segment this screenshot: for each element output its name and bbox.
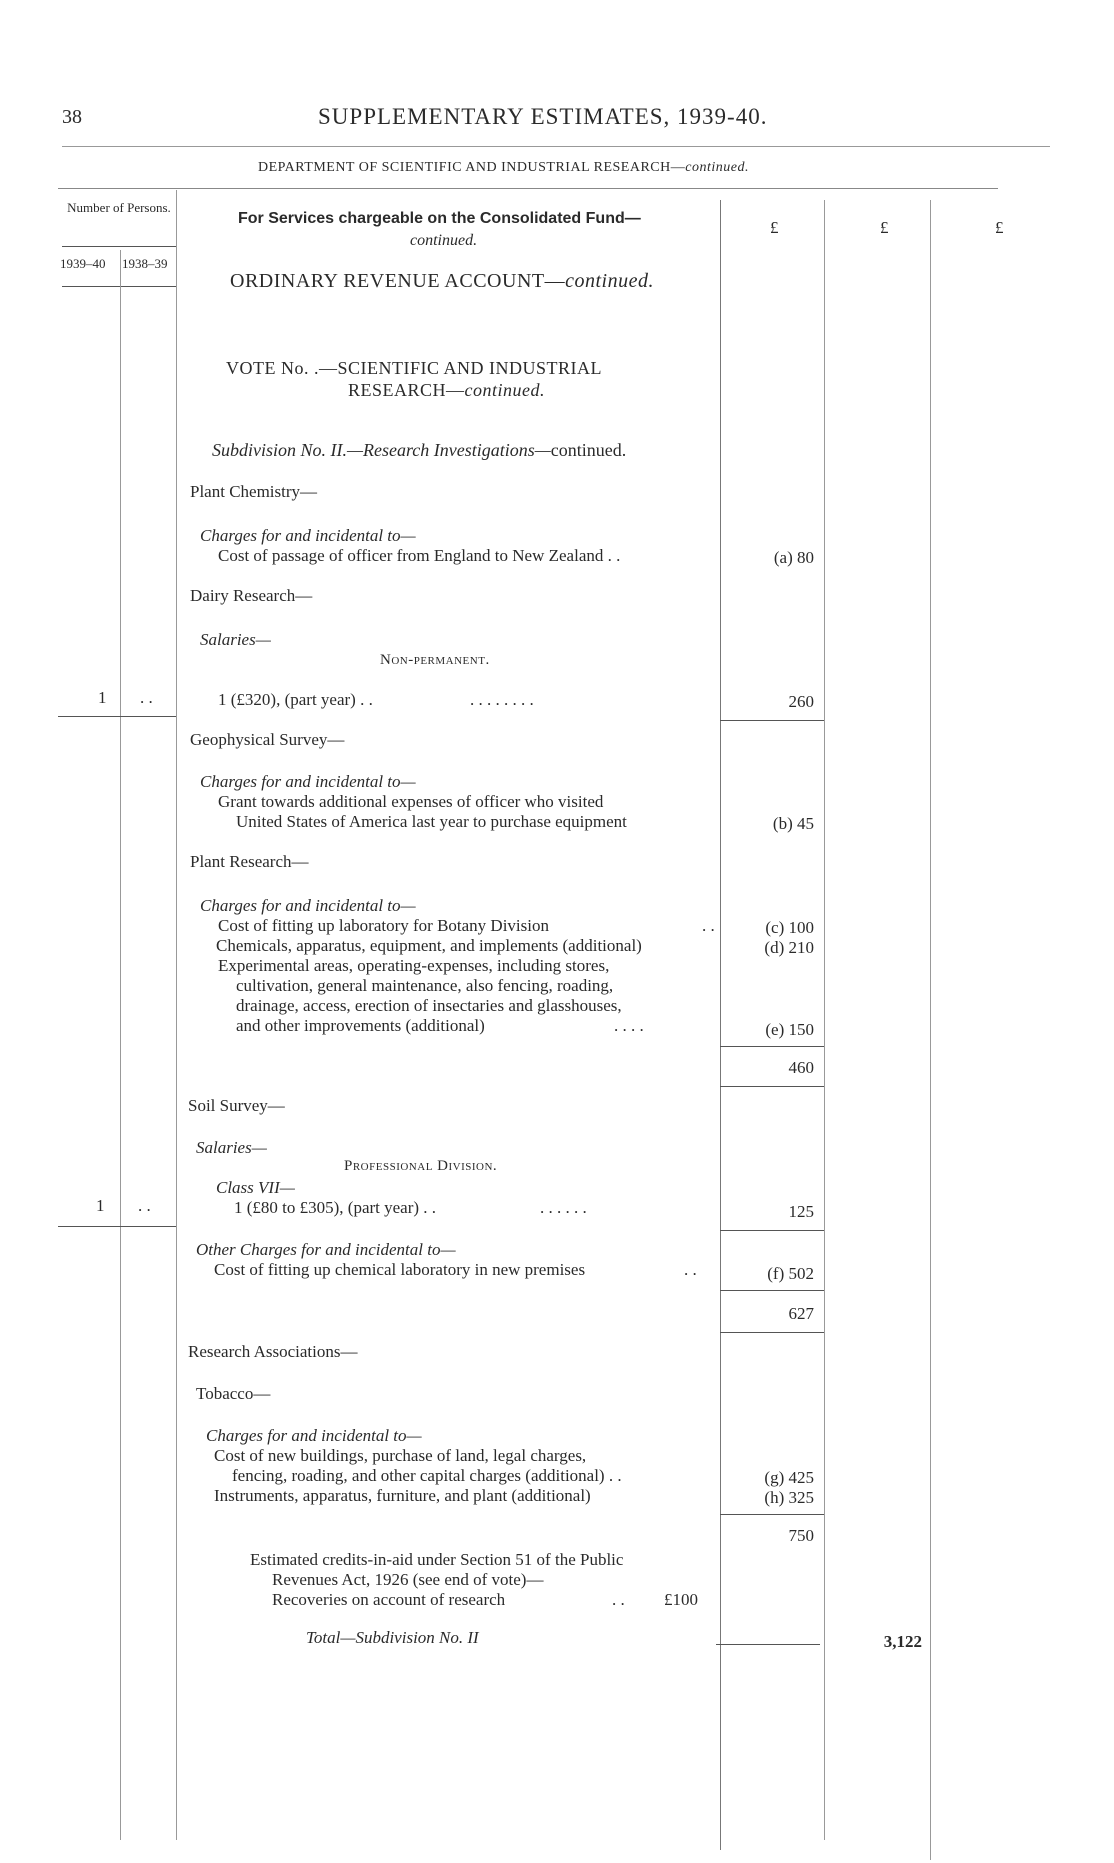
- total-label: Total—Subdivision No. II: [306, 1628, 479, 1647]
- plant-research-heading: Plant Research—: [190, 852, 309, 871]
- plant-research-item-2-amount: (d) 210: [764, 938, 814, 957]
- dairy-non-permanent: Non-permanent.: [380, 652, 490, 668]
- geophysical-survey-heading: Geophysical Survey—: [190, 730, 345, 749]
- soil-survey-other-item: Cost of fitting up chemical laboratory in new premises: [214, 1260, 586, 1279]
- header-rule: [62, 146, 1050, 147]
- pound-column-2-heading: £: [880, 218, 889, 237]
- dairy-amount-rule: [720, 720, 824, 721]
- tobacco-item-1-amount: (g) 425: [764, 1468, 814, 1487]
- year-1938-39-heading: 1938–39: [122, 256, 168, 271]
- plant-research-item-3-line-4: and other improvements (additional): [236, 1016, 485, 1035]
- tobacco-item-1-line-1: Cost of new buildings, purchase of land, legal charges,: [214, 1446, 587, 1465]
- plant-research-subtotal-rule: [720, 1086, 824, 1087]
- soil-survey-amount-rule: [720, 1230, 824, 1231]
- pound-column-2-right-rule: [930, 200, 931, 1860]
- tobacco-sum-rule: [720, 1514, 824, 1515]
- soil-survey-salaries: Salaries—: [196, 1138, 267, 1157]
- plant-research-item-2: Chemicals, apparatus, equipment, and implements (additional): [216, 936, 642, 955]
- dairy-item: 1 (£320), (part year) . .: [218, 690, 373, 709]
- pound-column-3-heading: £: [995, 218, 1004, 237]
- dairy-salaries: Salaries—: [200, 630, 271, 649]
- table-top-rule: [58, 188, 998, 189]
- soil-survey-subtotal: 627: [788, 1304, 814, 1323]
- soil-survey-heading: Soil Survey—: [188, 1096, 285, 1115]
- tobacco-charges: Charges for and incidental to—: [206, 1426, 422, 1445]
- soil-survey-subtotal-rule: [720, 1332, 824, 1333]
- subdivision-heading: Subdivision No. II.—Research Investigations—continued.: [212, 440, 627, 460]
- soil-persons-1939-40: 1: [96, 1196, 105, 1215]
- soil-survey-professional-division: Professional Division.: [344, 1158, 498, 1174]
- credits-line-2: Revenues Act, 1926 (see end of vote)—: [272, 1570, 544, 1589]
- plant-research-item-1-amount: (c) 100: [765, 918, 814, 937]
- services-heading: For Services chargeable on the Consolidated Fund—: [238, 210, 641, 227]
- number-of-persons-heading: Number of Persons.: [67, 200, 171, 215]
- description-left-rule: [176, 190, 177, 1840]
- soil-survey-sum-rule: [720, 1290, 824, 1291]
- plant-research-sum-rule: [720, 1046, 824, 1047]
- account-heading: ORDINARY REVENUE ACCOUNT—continued.: [230, 270, 654, 292]
- plant-research-item-1: Cost of fitting up laboratory for Botany Division: [218, 916, 549, 935]
- year-1939-40-heading: 1939–40: [60, 256, 106, 271]
- research-associations-heading: Research Associations—: [188, 1342, 358, 1361]
- tobacco-item-2-amount: (h) 325: [764, 1488, 814, 1507]
- soil-survey-amount: 125: [788, 1202, 814, 1221]
- plant-research-item-1-leader: . .: [702, 916, 715, 935]
- page-title: SUPPLEMENTARY ESTIMATES, 1939-40.: [318, 104, 768, 129]
- tobacco-heading: Tobacco—: [196, 1384, 271, 1403]
- credits-line-3: Recoveries on account of research: [272, 1590, 506, 1609]
- plant-research-item-3-line-3: drainage, access, erection of insectaries and glasshouses,: [236, 996, 622, 1015]
- credits-line-1: Estimated credits-in-aid under Section 51 of the Public: [250, 1550, 624, 1569]
- persons-divider-rule: [120, 250, 121, 1840]
- geophysical-item-line-1: Grant towards additional expenses of officer who visited: [218, 792, 604, 811]
- dairy-persons-1938-39: . .: [140, 688, 153, 707]
- tobacco-item-1-line-2: fencing, roading, and other capital charges (additional) . .: [232, 1466, 622, 1485]
- plant-research-item-3-leader: . . . .: [614, 1016, 644, 1035]
- plant-chemistry-item: Cost of passage of officer from England to New Zealand . .: [218, 546, 621, 565]
- soil-survey-other-leader: . .: [684, 1260, 697, 1279]
- pound-column-1-heading: £: [770, 218, 779, 237]
- plant-research-subtotal: 460: [788, 1058, 814, 1077]
- plant-research-item-3-line-1: Experimental areas, operating-expenses, including stores,: [218, 956, 610, 975]
- soil-survey-other-charges: Other Charges for and incidental to—: [196, 1240, 456, 1259]
- geophysical-item-line-2: United States of America last year to purchase equipment: [236, 812, 627, 831]
- tobacco-subtotal: 750: [788, 1526, 814, 1545]
- vote-heading-line-2: RESEARCH—continued.: [348, 380, 546, 400]
- dairy-research-heading: Dairy Research—: [190, 586, 313, 605]
- plant-chemistry-charges: Charges for and incidental to—: [200, 526, 416, 545]
- plant-chemistry-heading: Plant Chemistry—: [190, 482, 318, 501]
- total-column-1-rule: [716, 1644, 820, 1645]
- credits-leader: . .: [612, 1590, 625, 1609]
- credits-amount: £100: [664, 1590, 698, 1609]
- soil-survey-item: 1 (£80 to £305), (part year) . .: [234, 1198, 437, 1217]
- plant-research-item-3-line-2: cultivation, general maintenance, also fencing, roading,: [236, 976, 614, 995]
- pound-column-1-right-rule: [824, 200, 825, 1840]
- soil-survey-class: Class VII—: [216, 1178, 295, 1197]
- soil-survey-other-amount: (f) 502: [767, 1264, 814, 1283]
- persons-heading-rule: [62, 246, 176, 247]
- tobacco-item-2: Instruments, apparatus, furniture, and plant (additional): [214, 1486, 591, 1505]
- pound-column-1-left-rule: [720, 200, 721, 1850]
- soil-persons-rule: [58, 1226, 176, 1227]
- soil-persons-1938-39: . .: [138, 1196, 151, 1215]
- plant-research-item-3-amount: (e) 150: [765, 1020, 814, 1039]
- dairy-persons-rule: [58, 716, 176, 717]
- plant-research-charges: Charges for and incidental to—: [200, 896, 416, 915]
- vote-heading-line-1: VOTE No. .—SCIENTIFIC AND INDUSTRIAL: [226, 358, 602, 378]
- soil-survey-item-leader: . . . . . .: [540, 1198, 587, 1217]
- plant-chemistry-amount: (a) 80: [773, 548, 814, 567]
- geophysical-amount: (b) 45: [772, 814, 814, 833]
- dairy-amount: 260: [788, 692, 814, 711]
- dairy-item-leader: . . . . . . . .: [470, 690, 534, 709]
- dairy-persons-1939-40: 1: [98, 688, 107, 707]
- services-continued: continued.: [410, 232, 478, 249]
- geophysical-charges: Charges for and incidental to—: [200, 772, 416, 791]
- year-heading-rule: [62, 286, 176, 287]
- department-title: DEPARTMENT OF SCIENTIFIC AND INDUSTRIAL RESEARCH—continued.: [258, 160, 749, 175]
- total-amount: 3,122: [883, 1632, 922, 1651]
- page-number: 38: [62, 106, 82, 128]
